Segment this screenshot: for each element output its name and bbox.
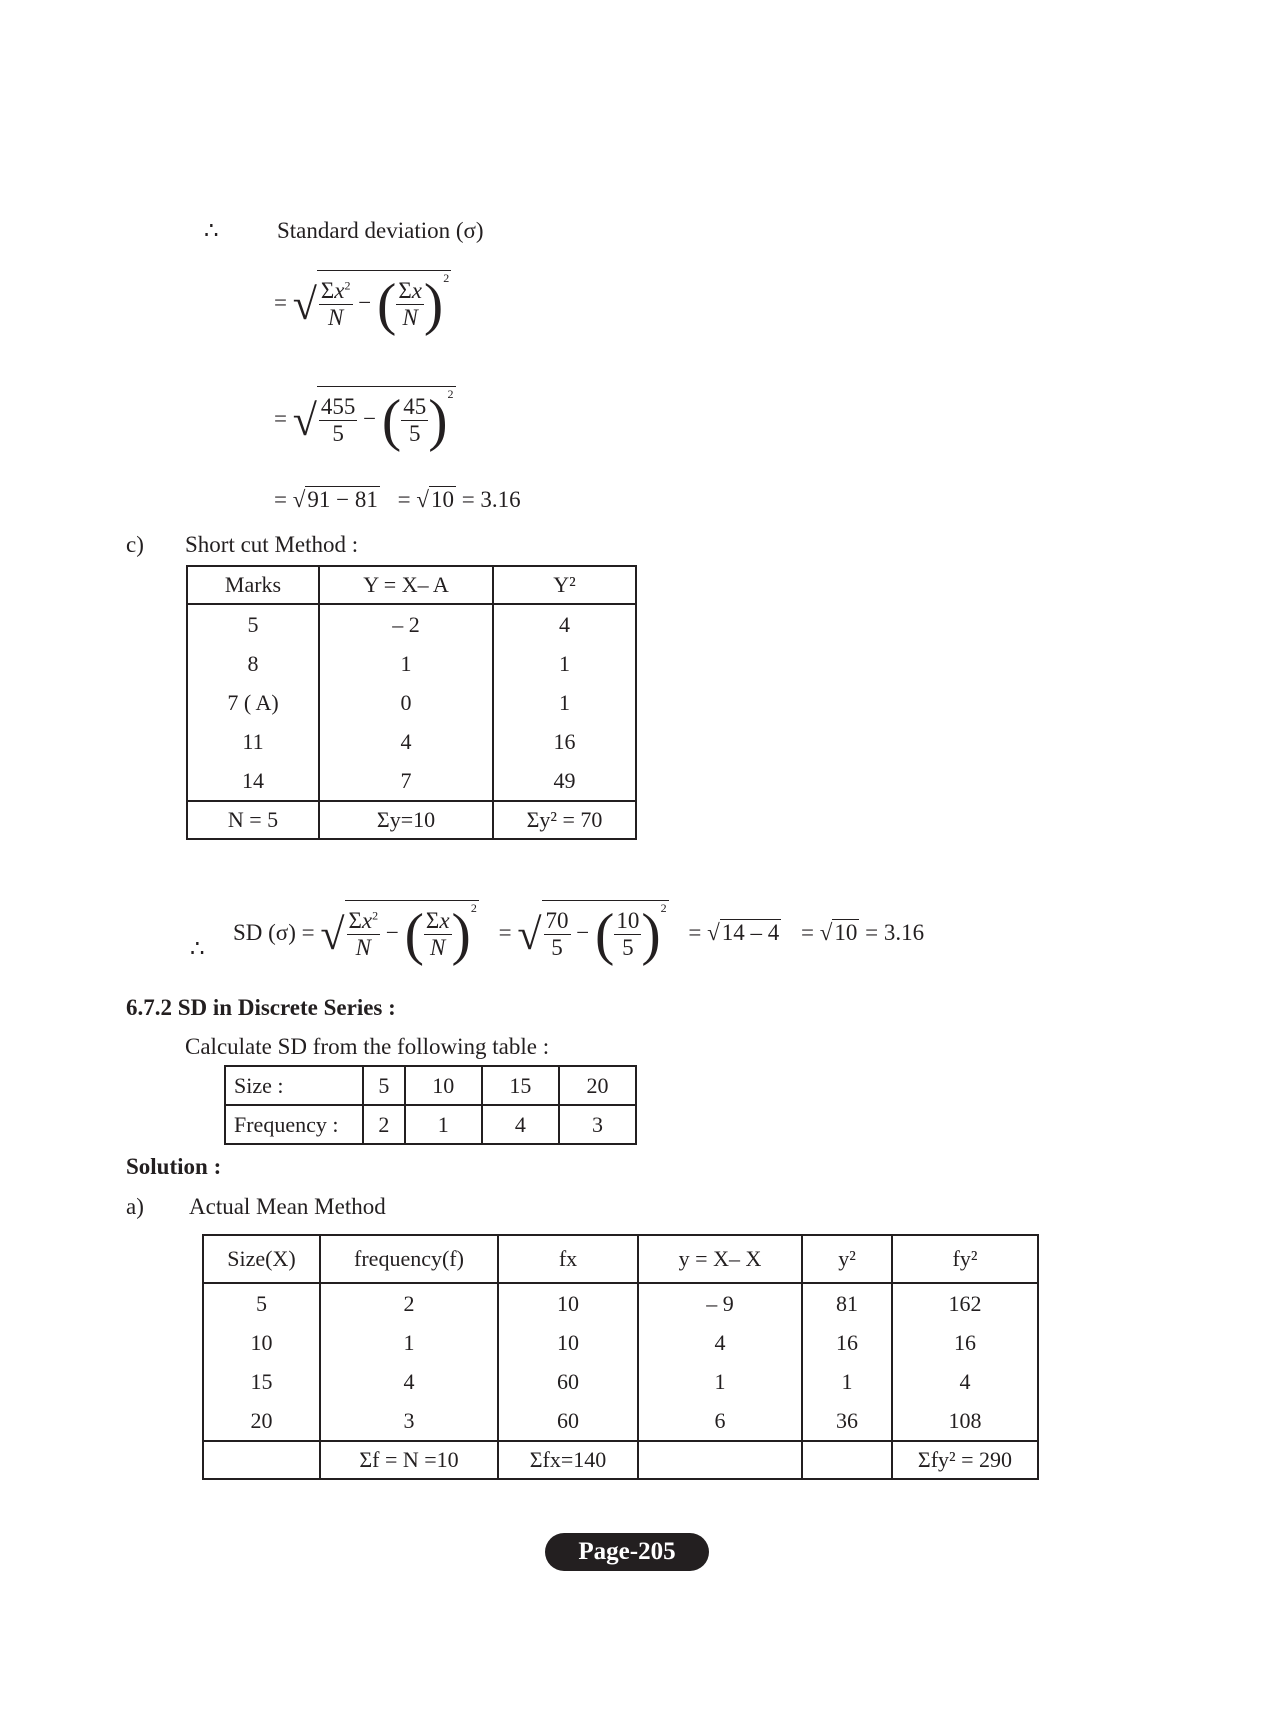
table-row: 15 4 60 1 1 4 (203, 1362, 1038, 1401)
page-number-badge: Page-205 (545, 1533, 709, 1571)
table-header: frequency(f) (320, 1235, 498, 1283)
table-header: Y = X– A (319, 566, 493, 604)
formula-substituted: = √ $\frac{455}{5}$ − ( $\frac{45}{5}$ )$^2$ (274, 387, 454, 453)
table-footer: Σf = N =10 Σfx=140 Σfy² = 290 (203, 1441, 1038, 1479)
table-row: 11 4 16 (187, 722, 636, 761)
actual-mean-table (202, 1234, 1039, 1480)
table-row: 7 ( A) 0 1 (187, 683, 636, 722)
section-title: 6.7.2 SD in Discrete Series : (126, 995, 396, 1020)
table-footer: N = 5 Σy=10 Σy² = 70 (187, 801, 636, 839)
therefore-symbol: ∴ (204, 218, 219, 243)
table-header: fx (498, 1235, 638, 1283)
table-header: Marks (187, 566, 319, 604)
part-a-title: Actual Mean Method (189, 1194, 386, 1219)
table-header: y = X– X (638, 1235, 802, 1283)
part-a-label: a) (126, 1194, 144, 1219)
size-frequency-table (224, 1065, 637, 1145)
table-row: 5 – 2 4 (187, 604, 636, 644)
table-row: 8 1 1 (187, 644, 636, 683)
table-header: Size(X) (203, 1235, 320, 1283)
table-row: 20 3 60 6 36 108 (203, 1401, 1038, 1441)
table-row: 5 2 10 – 9 81 162 (203, 1283, 1038, 1323)
sd-shortcut-formula: SD (σ) = √ $\frac{\Sigma x^2}{N}$ − ( $\frac{\Sigma x}{N}$ )$^2$ = √ $\frac{70}{5}$ − ( $\frac{10}{5}$ )$^2$ = √14 – 4 = √10 = 3.16 (233, 901, 925, 967)
formula-result: = √91 − 81 = √10 = 3.16 (274, 487, 521, 512)
shortcut-table (186, 565, 637, 840)
table-row: 14 7 49 (187, 761, 636, 801)
therefore-symbol-2: ∴ (190, 936, 205, 961)
solution-label: Solution : (126, 1154, 222, 1179)
section-prompt: Calculate SD from the following table : (185, 1034, 550, 1059)
sd-heading: Standard deviation (σ) (277, 218, 484, 243)
table-row: 10 1 10 4 16 16 (203, 1323, 1038, 1362)
table-header: y² (802, 1235, 892, 1283)
table-header: fy² (892, 1235, 1038, 1283)
table-header: Y² (493, 566, 636, 604)
table-row: Frequency : 2 1 4 3 (225, 1105, 636, 1144)
formula-general: = √ $\frac{\Sigma x^2}{N}$ − ( $\frac{\Sigma x}{N}$ )$^2$ (274, 271, 450, 337)
part-c-label: c) (126, 532, 144, 557)
table-row: Size : 5 10 15 20 (225, 1066, 636, 1105)
part-c-title: Short cut Method : (185, 532, 359, 557)
